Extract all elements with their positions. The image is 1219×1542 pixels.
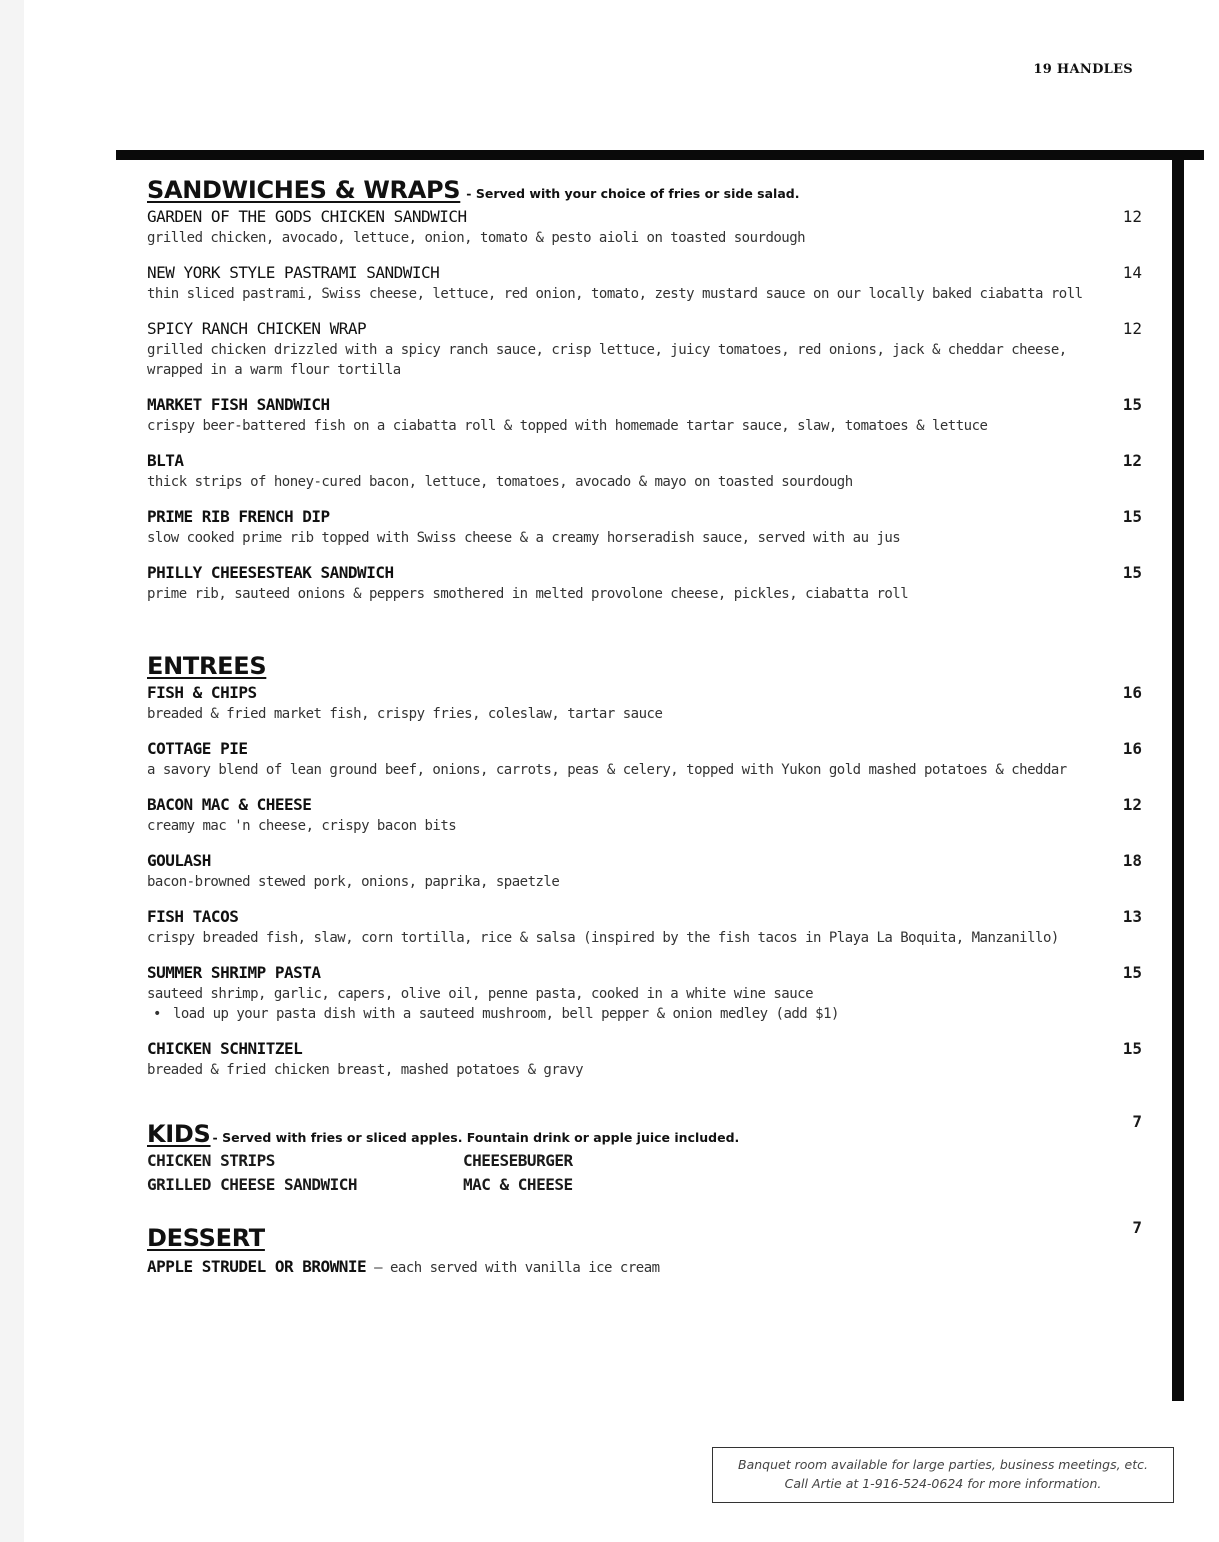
kids-note: - Served with fries or sliced apples. Fountain drink or apple juice included. bbox=[212, 1130, 740, 1145]
item-description: grilled chicken, avocado, lettuce, onion, tomato & pesto aioli on toasted sourdough bbox=[147, 230, 806, 246]
item-name: SPICY RANCH CHICKEN WRAP bbox=[147, 319, 367, 338]
item-description: prime rib, sauteed onions & peppers smothered in melted provolone cheese, pickles, ciabatta roll bbox=[147, 586, 909, 602]
dessert-title: DESSERT bbox=[147, 1224, 265, 1252]
kids-title: KIDS bbox=[147, 1120, 211, 1148]
item-description: a savory blend of lean ground beef, onions, carrots, peas & celery, topped with Yukon gold mashed potatoes & cheddar bbox=[147, 762, 1067, 778]
menu-item bbox=[147, 906, 1142, 948]
banquet-info-line-1: Banquet room available for large parties, business meetings, etc. bbox=[738, 1457, 1148, 1472]
kids-items bbox=[147, 1150, 1142, 1196]
brand-name: 19 HANDLES bbox=[1033, 62, 1133, 77]
item-name: BLTA bbox=[147, 451, 184, 470]
entrees-title: ENTREES bbox=[147, 652, 267, 680]
side-divider-bar bbox=[1172, 158, 1184, 1401]
dessert-item-line bbox=[147, 1256, 1142, 1279]
menu-item bbox=[147, 850, 1142, 892]
menu-page bbox=[24, 0, 1219, 1542]
item-price: 12 bbox=[1122, 451, 1142, 470]
dessert-item-description: – each served with vanilla ice cream bbox=[366, 1260, 660, 1276]
item-price: 13 bbox=[1122, 907, 1142, 926]
menu-item bbox=[147, 262, 1142, 304]
item-name: BACON MAC & CHEESE bbox=[147, 795, 312, 814]
item-price: 15 bbox=[1122, 563, 1142, 582]
menu-item bbox=[147, 962, 1142, 1024]
item-bullet-note: • load up your pasta dish with a sauteed mushroom, bell pepper & onion medley (add $1) bbox=[147, 1004, 1142, 1024]
menu-item bbox=[147, 206, 1142, 248]
kids-header bbox=[147, 1112, 1142, 1148]
item-description: breaded & fried chicken breast, mashed potatoes & gravy bbox=[147, 1062, 584, 1078]
menu-content bbox=[147, 176, 1142, 1279]
item-price: 15 bbox=[1122, 507, 1142, 526]
item-name: FISH & CHIPS bbox=[147, 683, 257, 702]
item-description: sauteed shrimp, garlic, capers, olive oil, penne pasta, cooked in a white wine sauce bbox=[147, 986, 814, 1002]
menu-item bbox=[147, 682, 1142, 724]
item-name: COTTAGE PIE bbox=[147, 739, 248, 758]
item-description: slow cooked prime rib topped with Swiss cheese & a creamy horseradish sauce, served with au jus bbox=[147, 530, 901, 546]
item-description: crispy beer-battered fish on a ciabatta roll & topped with homemade tartar sauce, slaw, tomatoes & lettuce bbox=[147, 418, 988, 434]
item-name: GARDEN OF THE GODS CHICKEN SANDWICH bbox=[147, 207, 467, 226]
item-name: NEW YORK STYLE PASTRAMI SANDWICH bbox=[147, 263, 440, 282]
item-price: 12 bbox=[1122, 319, 1142, 338]
item-description: thin sliced pastrami, Swiss cheese, lettuce, red onion, tomato, zesty mustard sauce on our locally baked ciabatta roll bbox=[147, 286, 1083, 302]
menu-item bbox=[147, 318, 1142, 380]
item-description: thick strips of honey-cured bacon, lettuce, tomatoes, avocado & mayo on toasted sourdough bbox=[147, 474, 853, 490]
item-name: CHICKEN SCHNITZEL bbox=[147, 1039, 303, 1058]
dessert-item-name: APPLE STRUDEL OR BROWNIE bbox=[147, 1257, 367, 1276]
menu-item bbox=[147, 562, 1142, 604]
kids-item: CHEESEBURGER bbox=[463, 1151, 573, 1170]
menu-item bbox=[147, 794, 1142, 836]
item-name: SUMMER SHRIMP PASTA bbox=[147, 963, 321, 982]
sandwiches-title: SANDWICHES & WRAPS bbox=[147, 176, 461, 204]
item-price: 12 bbox=[1122, 207, 1142, 226]
item-price: 15 bbox=[1122, 1039, 1142, 1058]
item-description: grilled chicken drizzled with a spicy ranch sauce, crisp lettuce, juicy tomatoes, red onions, jack & cheddar cheese, wrapped in a warm flour tortilla bbox=[147, 342, 1067, 378]
kids-price: 7 bbox=[1132, 1112, 1142, 1131]
item-description: bacon-browned stewed pork, onions, paprika, spaetzle bbox=[147, 874, 560, 890]
sandwiches-note: - Served with your choice of fries or side salad. bbox=[466, 186, 800, 201]
kids-item: GRILLED CHEESE SANDWICH bbox=[147, 1175, 358, 1194]
item-price: 16 bbox=[1122, 739, 1142, 758]
dessert-header bbox=[147, 1218, 1142, 1252]
item-price: 12 bbox=[1122, 795, 1142, 814]
item-description: creamy mac 'n cheese, crispy bacon bits bbox=[147, 818, 457, 834]
item-price: 16 bbox=[1122, 683, 1142, 702]
kids-item: MAC & CHEESE bbox=[463, 1175, 573, 1194]
dessert-price: 7 bbox=[1132, 1218, 1142, 1237]
top-divider-bar bbox=[116, 150, 1204, 160]
item-description: crispy breaded fish, slaw, corn tortilla, rice & salsa (inspired by the fish tacos in Playa La Boquita, Manzanillo) bbox=[147, 930, 1059, 946]
banquet-info-box bbox=[712, 1447, 1174, 1503]
item-name: PHILLY CHEESESTEAK SANDWICH bbox=[147, 563, 394, 582]
menu-item bbox=[147, 738, 1142, 780]
item-price: 18 bbox=[1122, 851, 1142, 870]
menu-item bbox=[147, 1038, 1142, 1080]
menu-item bbox=[147, 506, 1142, 548]
entrees-header bbox=[147, 652, 1142, 680]
item-name: MARKET FISH SANDWICH bbox=[147, 395, 330, 414]
item-price: 14 bbox=[1122, 263, 1142, 282]
menu-item bbox=[147, 394, 1142, 436]
sandwiches-header bbox=[147, 176, 1142, 204]
item-name: GOULASH bbox=[147, 851, 211, 870]
item-price: 15 bbox=[1122, 963, 1142, 982]
item-name: PRIME RIB FRENCH DIP bbox=[147, 507, 330, 526]
menu-item bbox=[147, 450, 1142, 492]
banquet-info-line-2: Call Artie at 1-916-524-0624 for more information. bbox=[784, 1476, 1102, 1491]
item-price: 15 bbox=[1122, 395, 1142, 414]
item-description: breaded & fried market fish, crispy fries, coleslaw, tartar sauce bbox=[147, 706, 663, 722]
kids-item: CHICKEN STRIPS bbox=[147, 1151, 275, 1170]
item-name: FISH TACOS bbox=[147, 907, 239, 926]
